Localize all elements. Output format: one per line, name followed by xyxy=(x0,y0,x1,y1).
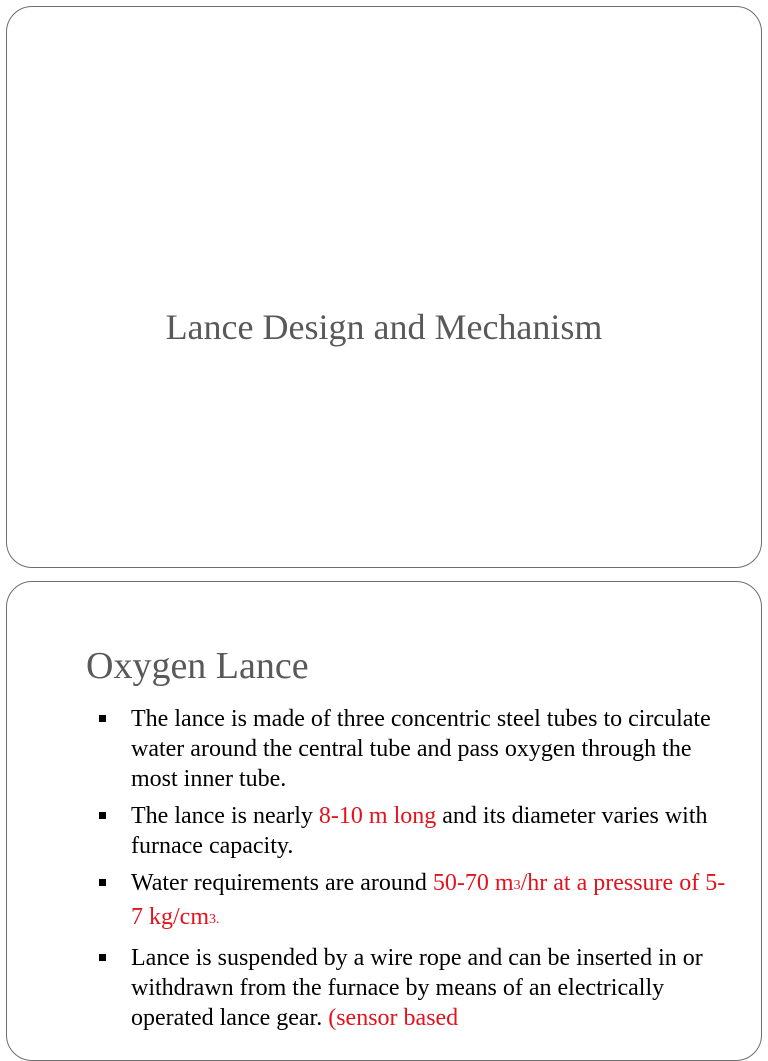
slide-heading: Oxygen Lance xyxy=(86,645,309,687)
bullet-list xyxy=(89,704,729,1040)
square-bullet-icon xyxy=(99,715,106,722)
bullet-text: Lance is suspended by a wire rope and can be inserted in or withdrawn from the furnace by means of an electrically operated lance gear. xyxy=(131,945,703,1031)
highlight-text: /hr at a pressure of 5-7 kg/cm xyxy=(131,870,726,930)
bullet-text: and its diameter varies with furnace capacity. xyxy=(131,803,708,859)
content-slide xyxy=(6,581,762,1061)
square-bullet-icon xyxy=(99,812,106,819)
highlight-text: 8-10 m long xyxy=(318,803,437,829)
bullet-item xyxy=(89,801,729,861)
bullet-text: The lance is nearly xyxy=(131,803,319,829)
highlight-text: . xyxy=(216,912,220,927)
square-bullet-icon xyxy=(99,954,106,961)
slide-title: Lance Design and Mechanism xyxy=(165,307,603,347)
superscript: 3 xyxy=(513,878,521,893)
bullet-item xyxy=(89,943,729,1033)
square-bullet-icon xyxy=(99,879,106,886)
superscript: 3 xyxy=(209,912,216,927)
highlight-text: (sensor based xyxy=(328,1005,459,1031)
bullet-item xyxy=(89,704,729,794)
bullet-text: Water requirements are around xyxy=(131,870,433,896)
bullet-text: The lance is made of three concentric steel tubes to circulate water around the central tube and pass oxygen through the most inner tube. xyxy=(131,706,711,792)
title-slide xyxy=(6,6,762,568)
highlight-text: 50-70 m xyxy=(432,870,514,896)
bullet-item xyxy=(89,868,729,936)
